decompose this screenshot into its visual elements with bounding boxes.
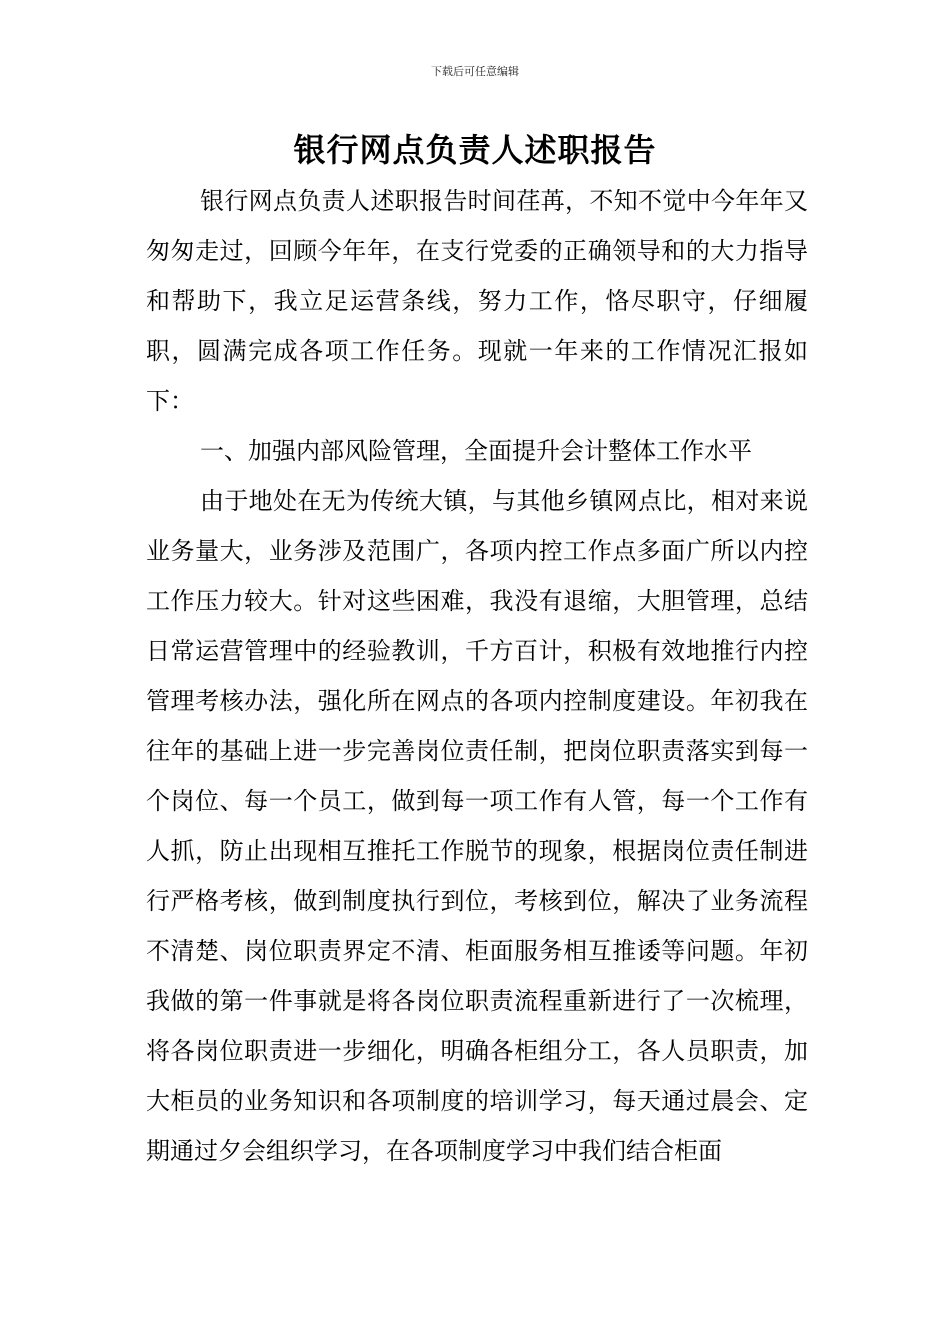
paragraph-section-1: 由于地处在无为传统大镇，与其他乡镇网点比，相对来说业务量大，业务涉及范围广，各项内控工作点多面广所以内控工作压力较大。针对这些困难，我没有退缩，大胆管理，总结日常运营管理中的经验教训，千方百计，积极有效地推行内控管理考核办法，强化所在网点的各项内控制度建设。年初我在往年的基础上进一步完善岗位责任制，把岗位职责落实到每一个岗位、每一个员工，做到每一项工作有人管，每一个工作有人抓，防止出现相互推托工作脱节的现象，根据岗位责任制进行严格考核，做到制度执行到位，考核到位，解决了业务流程不清楚、岗位职责界定不清、柜面服务相互推诿等问题。年初我做的第一件事就是将各岗位职责流程重新进行了一次梳理，将各岗位职责进一步细化，明确各柜组分工，各人员职责，加大柜员的业务知识和各项制度的培训学习，每天通过晨会、定期通过夕会组织学习，在各项制度学习中我们结合柜面 (146, 487, 808, 1165)
paragraph-intro: 银行网点负责人述职报告时间荏苒，不知不觉中今年年又匆匆走过，回顾今年年，在支行党委的正确领导和的大力指导和帮助下，我立足运营条线，努力工作，恪尽职守，仔细履职，圆满完成各项工作任务。现就一年来的工作情况汇报如下： (146, 187, 808, 415)
document-body (146, 176, 808, 1176)
section-heading-1: 一、加强内部风险管理，全面提升会计整体工作水平 (200, 437, 752, 465)
document-title: 银行网点负责人述职报告 (293, 131, 657, 169)
header-note: 下载后可任意编辑 (431, 65, 519, 78)
